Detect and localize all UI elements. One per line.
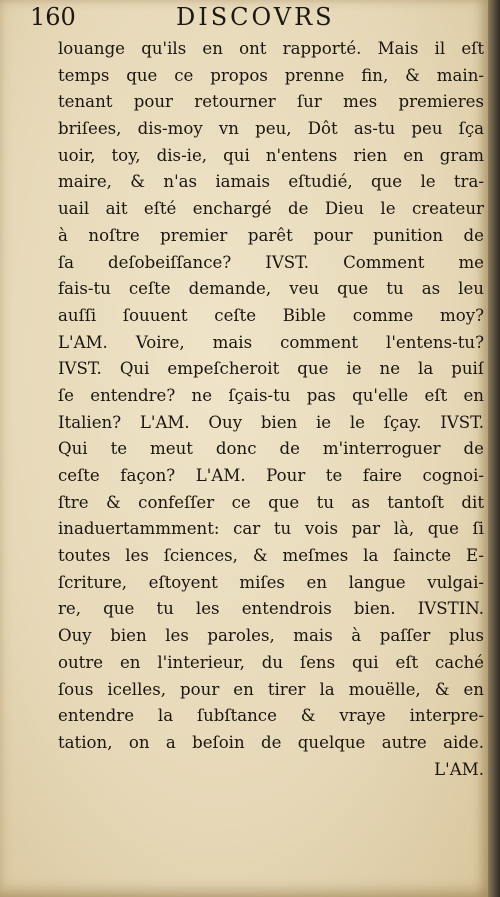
text-line: ceſte façon? L'AM. Pour te faire cognoi- (58, 466, 484, 485)
text-line: uail ait eſté enchargé de Dieu le createur (58, 199, 484, 219)
text-line: ſcriture, eſtoyent miſes en langue vulgai- (58, 572, 484, 592)
text-line: Ouy bien les paroles, mais à paſſer plus (58, 626, 484, 646)
running-head: DISCOVRS (176, 3, 335, 31)
text-line: toutes les ſciences, & meſmes la ſaincte E- (58, 546, 484, 566)
text-line: maire, & n'as iamais eſtudié, que le tra- (58, 172, 484, 192)
text-line: à noſtre premier parêt pour punition de (58, 225, 484, 245)
text-line: outre en l'interieur, du ſens qui eſt caché (58, 652, 484, 672)
text-line: tenant pour retourner ſur mes premieres (58, 92, 484, 112)
text-line: Qui te meut donc de m'interroguer de (58, 439, 484, 459)
body-text (58, 36, 484, 783)
text-line: inaduertammment: car tu vois par là, que ſi (58, 519, 484, 539)
text-line: IVST. Qui empeſcheroit que ie ne la puiſ (58, 359, 484, 379)
text-line: re, que tu les entendrois bien. IVSTIN. (58, 599, 484, 619)
text-line: louange qu'ils en ont rapporté. Mais il eſt (58, 39, 484, 58)
page-header (30, 2, 470, 32)
page-edge (488, 0, 500, 897)
text-line: ſtre & confeſſer ce que tu as tantoſt dit (58, 492, 484, 512)
text-line: auſſi ſouuent ceſte Bible comme moy? (58, 305, 484, 325)
text-line: fais-tu ceſte demande, veu que tu as leu (58, 279, 484, 299)
catchword: L'AM. (434, 759, 484, 779)
text-line: briſees, dis-moy vn peu, Dôt as-tu peu ſça (58, 119, 484, 139)
page-number: 160 (30, 3, 76, 31)
text-line: ſe entendre? ne ſçais-tu pas qu'elle eſt en (58, 385, 484, 405)
text-line: ſa deſobeiſſance? IVST. Comment me (58, 252, 484, 272)
text-line: L'AM. Voire, mais comment l'entens-tu? (58, 332, 484, 352)
text-line: Italien? L'AM. Ouy bien ie le ſçay. IVST. (58, 412, 484, 432)
text-line: uoir, toy, dis-ie, qui n'entens rien en gram (58, 145, 484, 165)
text-line: entendre la ſubſtance & vraye interpre- (58, 706, 484, 726)
text-line: ſous icelles, pour en tirer la mouëlle, & en (58, 679, 484, 699)
text-line: temps que ce propos prenne fin, & main- (58, 65, 484, 85)
text-line: tation, on a beſoin de quelque autre aide. (58, 732, 484, 752)
